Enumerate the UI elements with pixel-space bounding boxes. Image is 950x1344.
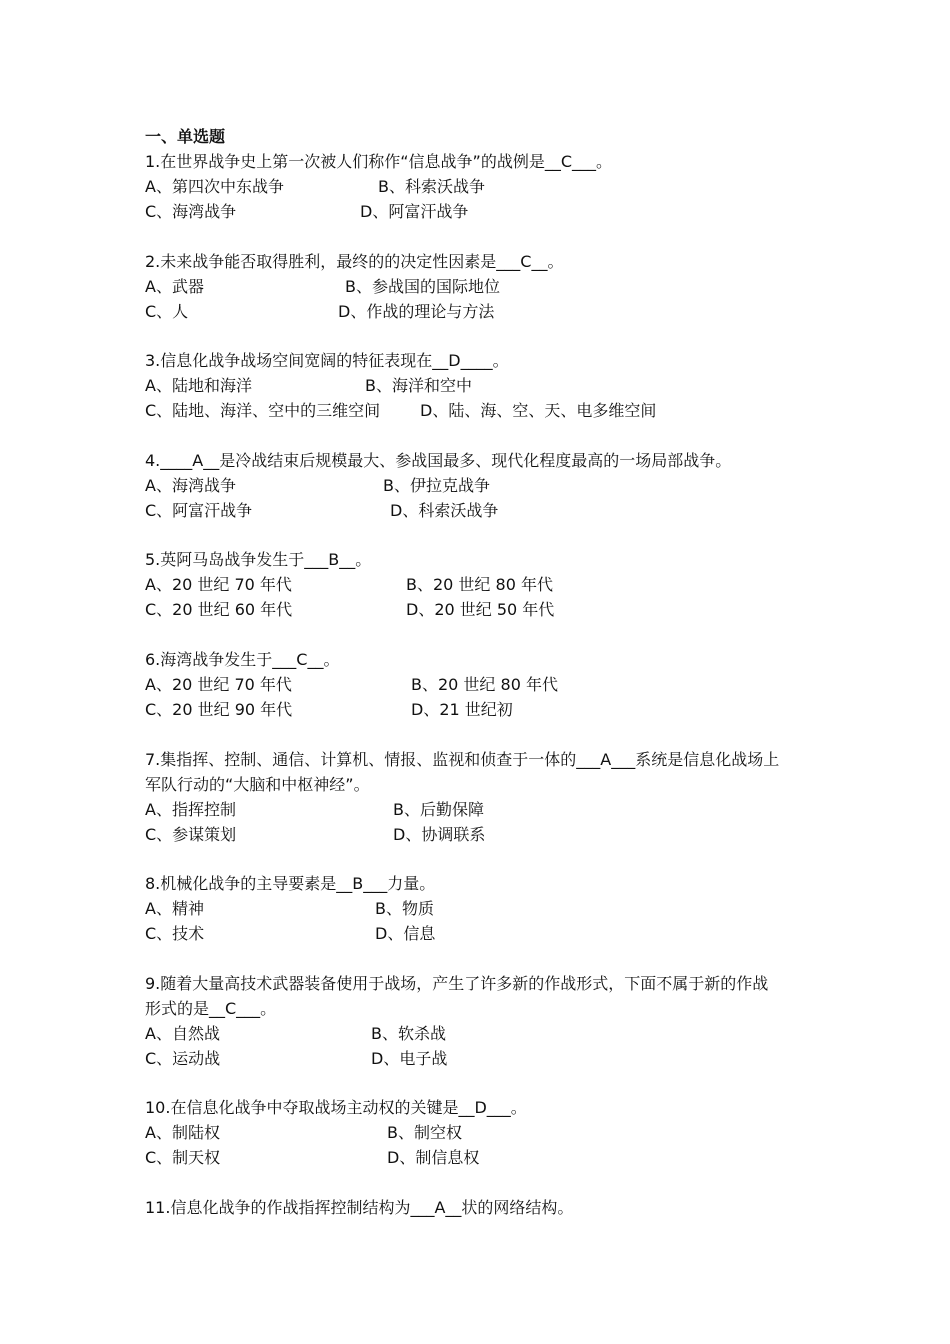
question-5-option-c: C、20 世纪 60 年代 (145, 600, 293, 619)
question-4-option-c: C、阿富汗战争 (145, 501, 253, 520)
question-10-option-b: B、制空权 (387, 1123, 462, 1142)
question-8-option-c: C、技术 (145, 924, 205, 943)
question-7-stem-line-2: 军队行动的“大脑和中枢神经”。 (145, 775, 370, 794)
question-5-stem: 5.英阿马岛战争发生于___B__。 (145, 550, 372, 569)
question-3-option-b: B、海洋和空中 (365, 376, 472, 395)
question-2-stem: 2.未来战争能否取得胜利，最终的的决定性因素是___C__。 (145, 252, 564, 271)
question-10-option-d: D、制信息权 (387, 1148, 480, 1167)
question-9-option-b: B、软杀战 (371, 1024, 446, 1043)
question-6-option-b: B、20 世纪 80 年代 (411, 675, 558, 694)
question-4-stem: 4.____A__是冷战结束后规模最大、参战国最多、现代化程度最高的一场局部战争。 (145, 451, 732, 470)
question-3-option-d: D、陆、海、空、天、电多维空间 (420, 401, 657, 420)
question-10-option-c: C、制天权 (145, 1148, 221, 1167)
question-4-option-a: A、海湾战争 (145, 476, 236, 495)
question-2-option-a: A、武器 (145, 277, 204, 296)
question-6-option-a: A、20 世纪 70 年代 (145, 675, 292, 694)
question-9-option-a: A、自然战 (145, 1024, 220, 1043)
question-7-stem-line-1: 7.集指挥、控制、通信、计算机、情报、监视和侦查于一体的___A___系统是信息化战场上 (145, 750, 780, 769)
question-2-option-d: D、作战的理论与方法 (338, 302, 495, 321)
question-7-option-c: C、参谋策划 (145, 825, 237, 844)
question-2-option-c: C、人 (145, 302, 189, 321)
question-9-stem-line-1: 9.随着大量高技术武器装备使用于战场，产生了许多新的作战形式，下面不属于新的作战 (145, 974, 769, 993)
question-8-option-d: D、信息 (375, 924, 436, 943)
question-4-option-d: D、科索沃战争 (390, 501, 499, 520)
question-3-option-c: C、陆地、海洋、空中的三维空间 (145, 401, 381, 420)
question-1-option-b: B、科索沃战争 (378, 177, 485, 196)
question-8-option-b: B、物质 (375, 899, 434, 918)
question-7-option-d: D、协调联系 (393, 825, 486, 844)
question-6-stem: 6.海湾战争发生于___C__。 (145, 650, 340, 669)
question-5-option-d: D、20 世纪 50 年代 (406, 600, 555, 619)
question-5-option-b: B、20 世纪 80 年代 (406, 575, 553, 594)
question-8-stem: 8.机械化战争的主导要素是__B___力量。 (145, 874, 436, 893)
question-9-option-c: C、运动战 (145, 1049, 221, 1068)
question-1-option-d: D、阿富汗战争 (360, 202, 469, 221)
question-10-option-a: A、制陆权 (145, 1123, 220, 1142)
question-1-stem: 1.在世界战争史上第一次被人们称作“信息战争”的战例是__C___。 (145, 152, 613, 171)
question-9-stem-line-2: 形式的是__C___。 (145, 999, 277, 1018)
question-1-option-c: C、海湾战争 (145, 202, 237, 221)
question-8-option-a: A、精神 (145, 899, 204, 918)
question-3-option-a: A、陆地和海洋 (145, 376, 252, 395)
question-6-option-c: C、20 世纪 90 年代 (145, 700, 293, 719)
question-3-stem: 3.信息化战争战场空间宽阔的特征表现在__D____。 (145, 351, 509, 370)
question-11-stem: 11.信息化战争的作战指挥控制结构为___A__状的网络结构。 (145, 1198, 574, 1217)
question-10-stem: 10.在信息化战争中夺取战场主动权的关键是__D___。 (145, 1098, 527, 1117)
question-2-option-b: B、参战国的国际地位 (345, 277, 500, 296)
question-5-option-a: A、20 世纪 70 年代 (145, 575, 292, 594)
question-6-option-d: D、21 世纪初 (411, 700, 513, 719)
question-7-option-a: A、指挥控制 (145, 800, 236, 819)
question-9-option-d: D、电子战 (371, 1049, 448, 1068)
section-heading: 一、单选题 (145, 127, 226, 146)
question-1-option-a: A、第四次中东战争 (145, 177, 284, 196)
question-4-option-b: B、伊拉克战争 (383, 476, 490, 495)
question-7-option-b: B、后勤保障 (393, 800, 484, 819)
